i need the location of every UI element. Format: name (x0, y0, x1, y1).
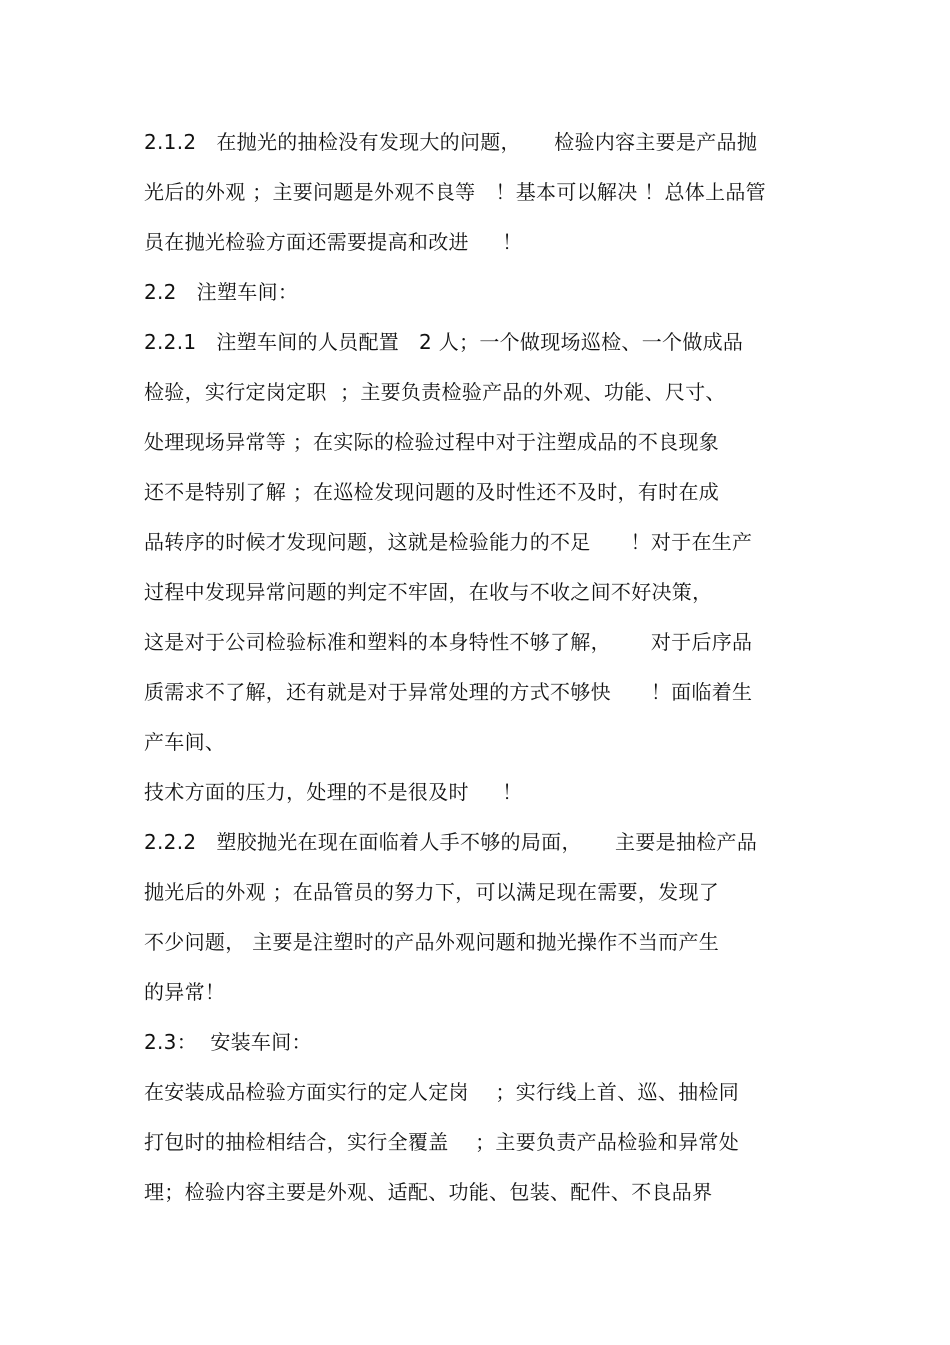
text-line: 在安装成品检验方面实行的定人定岗 ；实行线上首、巡、抽检同 (144, 1080, 740, 1104)
section-heading: 2.3： 安装车间： (144, 1030, 312, 1054)
text-line: 打包时的抽检相结合，实行全覆盖 ；主要负责产品检验和异常处 (144, 1130, 740, 1154)
text-line: 员在抛光检验方面还需要提高和改进 ！ (144, 230, 523, 254)
text-line: 还不是特别了解 ；在巡检发现问题的及时性还不及时，有时在成 (144, 480, 720, 504)
text-line: 检验，实行定岗定职 ；主要负责检验产品的外观、功能、尺寸、 (144, 380, 726, 404)
text-line: 光后的外观 ；主要问题是外观不良等 ！基本可以解决 ！总体上品管 (144, 180, 766, 204)
text-line: 抛光后的外观 ；在品管员的努力下，可以满足现在需要，发现了 (144, 880, 720, 904)
text-line: 不少问题， 主要是注塑时的产品外观问题和抛光操作不当而产生 (144, 930, 720, 954)
text-line: 技术方面的压力，处理的不是很及时 ！ (144, 780, 523, 804)
text-line: 2.2.1 注塑车间的人员配置 2 人；一个做现场巡检、一个做成品 (144, 330, 744, 354)
text-line: 品转序的时候才发现问题，这就是检验能力的不足 ！对于在生产 (144, 530, 753, 554)
text-line: 处理现场异常等 ；在实际的检验过程中对于注塑成品的不良现象 (144, 430, 720, 454)
section-heading: 2.2 注塑车间： (144, 280, 299, 304)
text-line: 理；检验内容主要是外观、适配、功能、包装、配件、不良品界 (144, 1180, 713, 1204)
text-line: 这是对于公司检验标准和塑料的本身特性不够了解， 对于后序品 (144, 630, 753, 654)
text-line: 产车间、 (144, 730, 226, 754)
text-line: 的异常！ (144, 980, 226, 1004)
text-line: 2.1.2 在抛光的抽检没有发现大的问题， 检验内容主要是产品抛 (144, 130, 758, 154)
text-line: 2.2.2 塑胶抛光在现在面临着人手不够的局面， 主要是抽检产品 (144, 830, 758, 854)
text-line: 过程中发现异常问题的判定不牢固，在收与不收之间不好决策， (144, 580, 713, 604)
text-line: 质需求不了解，还有就是对于异常处理的方式不够快 ！面临着生 (144, 680, 753, 704)
